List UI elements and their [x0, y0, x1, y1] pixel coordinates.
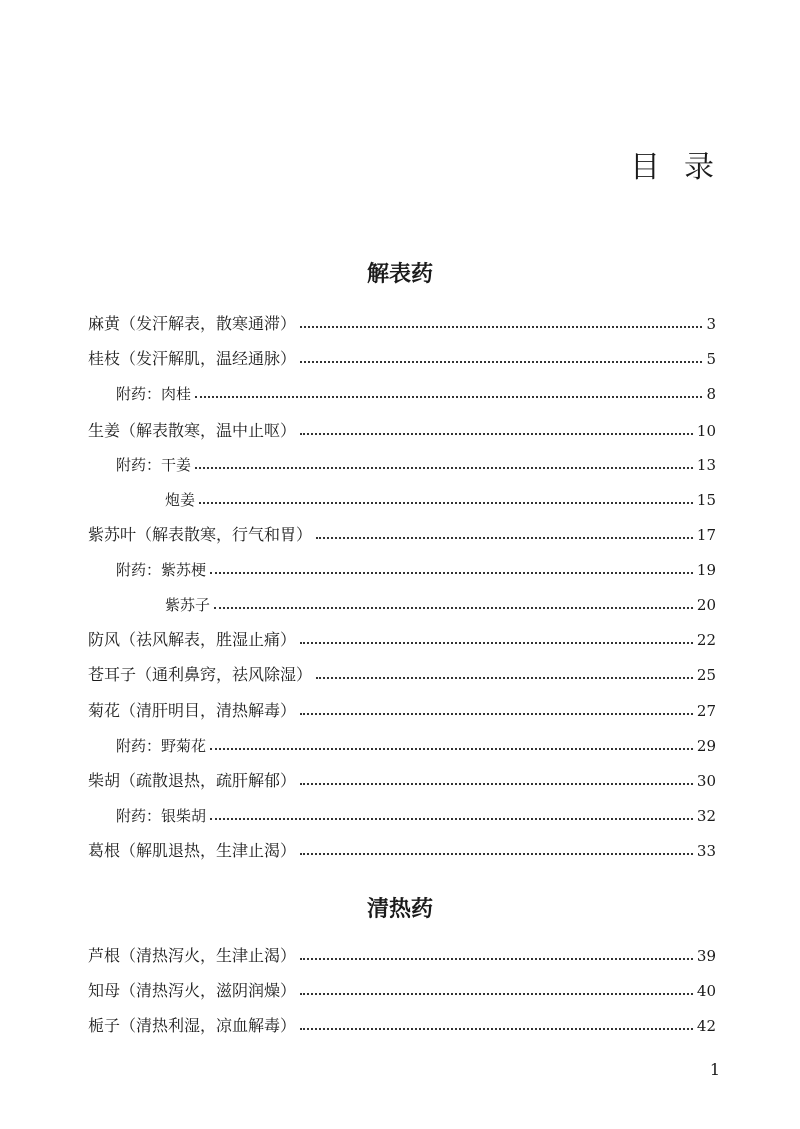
dot-leader	[195, 396, 702, 398]
dot-leader	[300, 1028, 693, 1030]
toc-entry-title: 知母（清热泻火，滋阴润燥）	[88, 981, 297, 1000]
toc-entry-page: 3	[706, 315, 716, 333]
toc-entry[interactable]	[88, 523, 716, 547]
toc-entry-title: 葛根（解肌退热，生津止渴）	[88, 841, 297, 860]
toc-entry-page: 42	[696, 1017, 716, 1035]
toc-sub-entry[interactable]	[116, 804, 716, 828]
toc-entry-title: 附药：干姜	[116, 456, 192, 474]
page-title-char: 目	[630, 150, 660, 185]
toc-entry-title: 生姜（解表散寒，温中止呕）	[88, 421, 297, 440]
toc-entry-title: 紫苏叶（解表散寒，行气和胃）	[88, 525, 313, 544]
toc-sub-entry[interactable]	[116, 558, 716, 582]
toc-entry-title: 麻黄（发汗解表，散寒通滞）	[88, 314, 297, 333]
toc-entry[interactable]	[88, 347, 716, 371]
dot-leader	[300, 993, 693, 995]
section-heading: 清热药	[366, 896, 433, 922]
toc-entry-page: 10	[696, 422, 716, 440]
dot-leader	[300, 958, 693, 960]
dot-leader	[300, 783, 693, 785]
toc-entry[interactable]	[88, 769, 716, 793]
toc-entry-page: 33	[696, 842, 716, 860]
toc-sub-entry[interactable]	[165, 488, 716, 512]
dot-leader	[300, 853, 693, 855]
dot-leader	[210, 572, 693, 574]
toc-entry-title: 菊花（清肝明目，清热解毒）	[88, 701, 297, 720]
toc-entry-page: 8	[706, 385, 716, 403]
toc-entry-title: 桂枝（发汗解肌，温经通脉）	[88, 349, 297, 368]
toc-entry-page: 32	[696, 807, 716, 825]
toc-entry[interactable]	[88, 699, 716, 723]
toc-entry-page: 22	[696, 631, 716, 649]
page-title	[0, 144, 800, 192]
toc-entry[interactable]	[88, 419, 716, 443]
dot-leader	[300, 642, 693, 644]
dot-leader	[300, 361, 702, 363]
toc-sub-entry[interactable]	[165, 593, 716, 617]
toc-entry-page: 40	[696, 982, 716, 1000]
toc-entry-page: 20	[696, 596, 716, 614]
toc-entry-title: 紫苏子	[165, 596, 211, 614]
dot-leader	[214, 607, 693, 609]
toc-entry[interactable]	[88, 1014, 716, 1038]
dot-leader	[199, 502, 693, 504]
toc-entry-page: 29	[696, 737, 716, 755]
dot-leader	[300, 326, 702, 328]
toc-entry-page: 30	[696, 772, 716, 790]
toc-entry-title: 炮姜	[165, 491, 196, 509]
dot-leader	[300, 713, 693, 715]
toc-entry-page: 25	[696, 666, 716, 684]
dot-leader	[210, 748, 693, 750]
toc-entry[interactable]	[88, 839, 716, 863]
dot-leader	[316, 537, 693, 539]
toc-entry-title: 芦根（清热泻火，生津止渴）	[88, 946, 297, 965]
toc-entry[interactable]	[88, 944, 716, 968]
dot-leader	[195, 467, 693, 469]
toc-entry-page: 39	[696, 947, 716, 965]
toc-entry[interactable]	[88, 979, 716, 1003]
toc-entry-title: 防风（祛风解表，胜湿止痛）	[88, 630, 297, 649]
toc-entry[interactable]	[88, 312, 716, 336]
toc-sub-entry[interactable]	[116, 453, 716, 477]
toc-sub-entry[interactable]	[116, 734, 716, 758]
toc-entry-page: 13	[696, 456, 716, 474]
toc-entry-page: 5	[706, 350, 716, 368]
dot-leader	[316, 677, 693, 679]
toc-entry-title: 附药：野菊花	[116, 737, 207, 755]
toc-entry[interactable]	[88, 663, 716, 687]
toc-entry[interactable]	[88, 628, 716, 652]
toc-entry-page: 15	[696, 491, 716, 509]
toc-entry-title: 附药：紫苏梗	[116, 561, 207, 579]
toc-entry-page: 27	[696, 702, 716, 720]
toc-entry-title: 栀子（清热利湿，凉血解毒）	[88, 1016, 297, 1035]
toc-entry-title: 苍耳子（通利鼻窍，祛风除湿）	[88, 665, 313, 684]
toc-entry-page: 19	[696, 561, 716, 579]
toc-entry-page: 17	[696, 526, 716, 544]
dot-leader	[210, 818, 693, 820]
toc-entry-title: 附药：肉桂	[116, 385, 192, 403]
toc-entry-title: 柴胡（疏散退热，疏肝解郁）	[88, 771, 297, 790]
page-title-char: 录	[684, 150, 714, 185]
toc-sub-entry[interactable]	[116, 382, 716, 406]
page-number: 1	[709, 1060, 720, 1079]
section-heading: 解表药	[366, 261, 433, 287]
toc-entry-title: 附药：银柴胡	[116, 807, 207, 825]
dot-leader	[300, 433, 693, 435]
